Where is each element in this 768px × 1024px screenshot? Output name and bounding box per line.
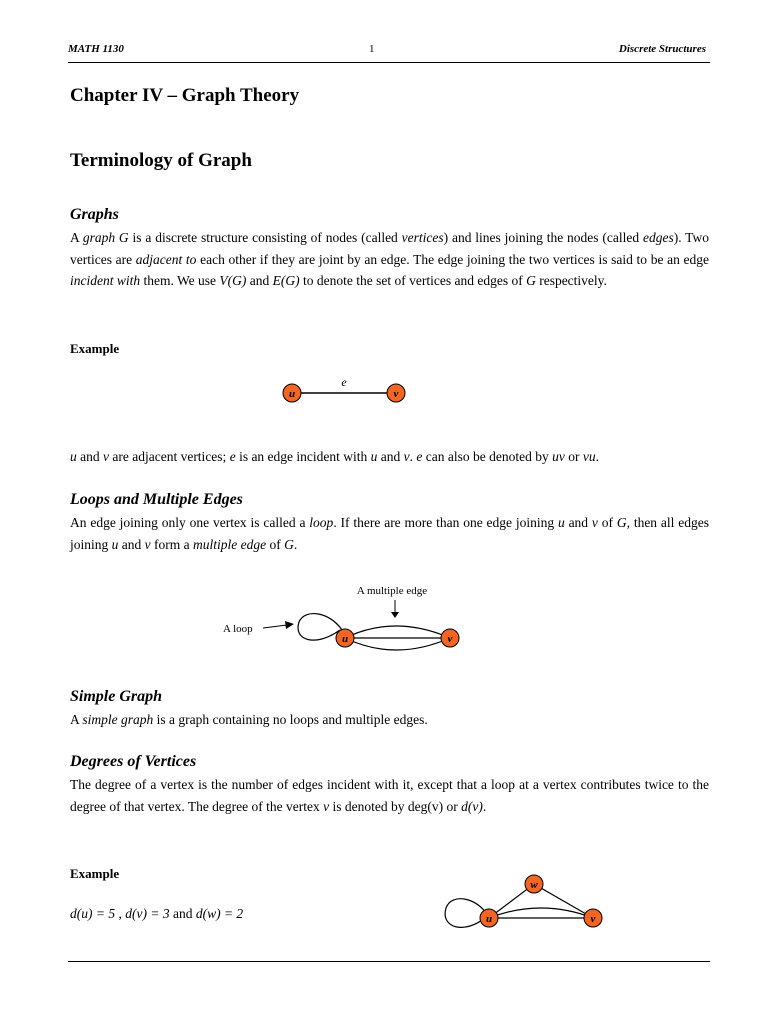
- paragraph-loops: An edge joining only one vertex is called a loop. If there are more than one edge joining u and v of G, then all edges joining u and v form a multiple edge of G.: [70, 515, 709, 552]
- example-label-1: Example: [70, 341, 120, 356]
- diagram-degree-example: [440, 870, 615, 935]
- header-title: Discrete Structures: [618, 43, 706, 55]
- example-label-2: Example: [70, 866, 120, 881]
- paragraph-degrees: The degree of a vertex is the number of edges incident with it, except that a loop at a vertex contributes twice to the degree of that vertex. The degree of the vertex v is denoted by deg(v) or d(v).: [70, 777, 709, 814]
- footer-rule: [68, 961, 710, 962]
- edge-wv: [534, 884, 593, 918]
- heading-simple-graph: Simple Graph: [70, 688, 163, 705]
- edge-label-e: e: [341, 375, 347, 389]
- label-loop: A loop: [223, 623, 253, 635]
- header-rule: [68, 62, 710, 63]
- diagram-adjacent-vertices: [270, 370, 420, 410]
- multiple-edge-upper: [345, 626, 450, 638]
- arrow-multiple-edge: [391, 612, 399, 618]
- loop-edge: [298, 614, 342, 641]
- arrow-loop: [285, 621, 294, 629]
- label-multiple-edge: A multiple edge: [356, 585, 428, 597]
- heading-graphs: Graphs: [70, 206, 119, 223]
- vertex-u-label: u: [341, 633, 349, 645]
- multiple-edge-lower: [345, 638, 450, 650]
- vertex-v-label: v: [447, 633, 453, 645]
- vertex-v-label: v: [393, 388, 399, 400]
- degree-formulas: d(u) = 5 , d(v) = 3 and d(w) = 2: [70, 906, 244, 921]
- vertex-w-label: w: [530, 879, 538, 891]
- heading-loops: Loops and Multiple Edges: [70, 491, 243, 508]
- section-title: Terminology of Graph: [70, 150, 252, 171]
- vertex-u-label: u: [485, 913, 493, 925]
- heading-degrees: Degrees of Vertices: [70, 753, 197, 770]
- header-course: MATH 1130: [68, 43, 124, 55]
- vertex-v-label: v: [590, 913, 596, 925]
- chapter-title: Chapter IV – Graph Theory: [70, 85, 300, 106]
- diagram-loop-multiple-edge: [215, 578, 475, 663]
- example1-caption: u and v are adjacent vertices; e is an edge incident with u and v. e can also be denoted by uv or vu.: [70, 449, 599, 464]
- vertex-u-label: u: [288, 388, 296, 400]
- paragraph-graphs: A graph G is a discrete structure consisting of nodes (called vertices) and lines joining the nodes (called edges). Two vertices are adjacent to each other if they are joint by an edge. The edge joining the two vertices is said to be an edge incident with them. We use V(G) and E(G) to denote the set of vertices and edges of G respectively.: [70, 230, 709, 288]
- header-page-number: 1: [369, 43, 375, 55]
- paragraph-simple-graph: A simple graph is a graph containing no loops and multiple edges.: [70, 712, 428, 727]
